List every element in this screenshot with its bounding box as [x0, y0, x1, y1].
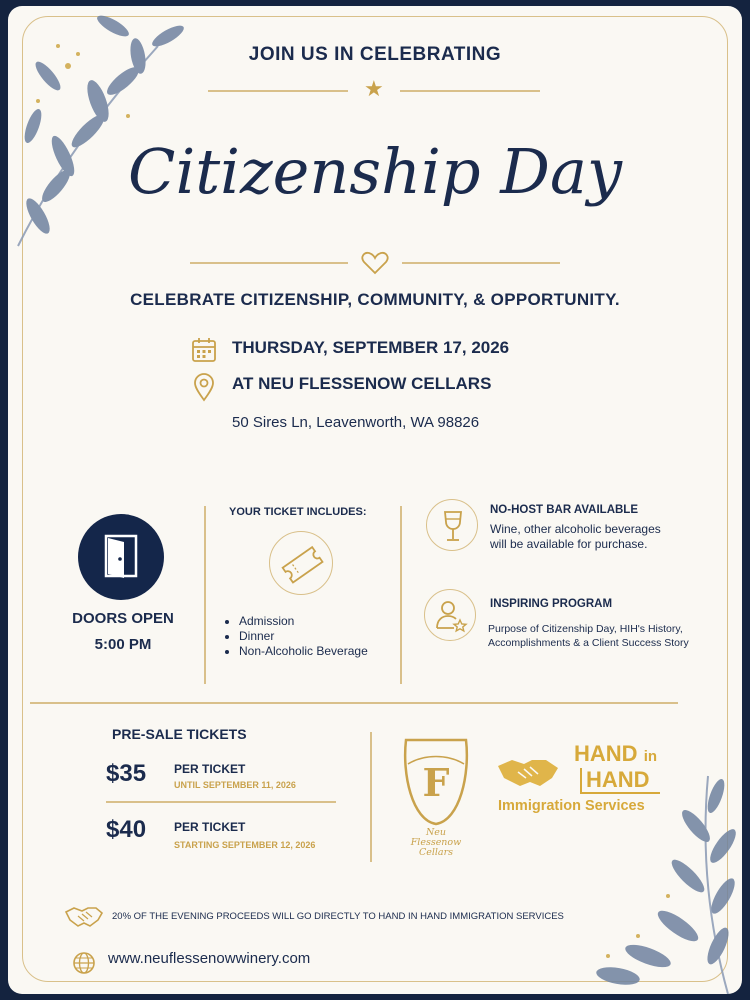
divider-line [208, 90, 348, 92]
wine-glass-icon [426, 499, 478, 551]
ticket-note: UNTIL SEPTEMBER 11, 2026 [174, 780, 296, 790]
winery-name-line: Neu [425, 827, 447, 838]
hih-line-1 [574, 742, 657, 769]
bar-text: Wine, other alcoholic beverages will be available for purchase. [490, 522, 661, 551]
winery-name-line: Flessenow [410, 837, 462, 848]
website-link[interactable]: www.neuflessenowwinery.com [108, 950, 311, 967]
ticket-price: $35 [106, 760, 147, 787]
kicker-heading: JOIN US IN CELEBRATING [248, 44, 502, 65]
winery-logo [396, 732, 476, 862]
divider-line [400, 90, 540, 92]
ticket-includes-heading: YOUR TICKET INCLUDES: [229, 506, 367, 518]
ticket-includes-list [223, 614, 368, 659]
presale-heading: PRE-SALE TICKETS [112, 726, 247, 742]
bar-heading: NO-HOST BAR AVAILABLE [490, 504, 639, 516]
handshake-outline-icon [64, 902, 104, 930]
heart-icon [360, 250, 390, 276]
speaker-star-icon [424, 589, 476, 641]
event-date: THURSDAY, SEPTEMBER 17, 2026 [232, 338, 510, 357]
list-item: • Non-Alcoholic Beverage [239, 644, 368, 659]
program-text: Purpose of Citizenship Day, HIH's History, Accomplishments & a Client Success Story [488, 623, 689, 649]
location-pin-icon [192, 372, 216, 402]
divider-line [190, 262, 348, 264]
vertical-divider [370, 732, 372, 862]
doors-open-label: DOORS OPEN [72, 610, 174, 627]
ticket-unit: PER TICKET [174, 762, 246, 776]
winery-monogram: F [422, 760, 450, 805]
vertical-divider [204, 506, 206, 684]
hand-in-hand-logo [494, 740, 678, 826]
ticket-price: $40 [106, 816, 147, 843]
divider-line [402, 262, 560, 264]
divider-line [106, 801, 336, 803]
ticket-note: STARTING SEPTEMBER 12, 2026 [174, 840, 316, 850]
event-title: Citizenship Day [128, 135, 622, 208]
hih-word: HAND [574, 741, 638, 766]
hih-word: in [643, 748, 658, 765]
ticket-unit: PER TICKET [174, 820, 246, 834]
proceeds-note: 20% OF THE EVENING PROCEEDS WILL GO DIRECTLY TO HAND IN HAND IMMIGRATION SERVICES [112, 911, 564, 922]
list-item: • Dinner [239, 629, 368, 644]
hih-line-2: HAND [580, 768, 660, 794]
calendar-icon [190, 336, 218, 364]
list-item: • Admission [239, 614, 368, 629]
event-venue: AT NEU FLESSENOW CELLARS [232, 374, 492, 393]
program-heading: INSPIRING PROGRAM [490, 598, 613, 610]
winery-name-line: Cellars [418, 847, 454, 858]
ticket-icon [269, 531, 333, 595]
door-icon [78, 514, 164, 600]
star-icon: ★ [364, 76, 384, 101]
hih-tagline: Immigration Services [498, 798, 645, 814]
globe-icon [72, 951, 96, 975]
section-divider [30, 702, 678, 704]
doors-open-time: 5:00 PM [94, 636, 152, 653]
flyer [8, 6, 742, 994]
tagline: CELEBRATE CITIZENSHIP, COMMUNITY, & OPPORTUNITY. [130, 290, 620, 309]
handshake-icon [496, 752, 560, 792]
vertical-divider [400, 506, 402, 684]
winery-name [392, 828, 480, 858]
event-address: 50 Sires Ln, Leavenworth, WA 98826 [232, 414, 480, 431]
